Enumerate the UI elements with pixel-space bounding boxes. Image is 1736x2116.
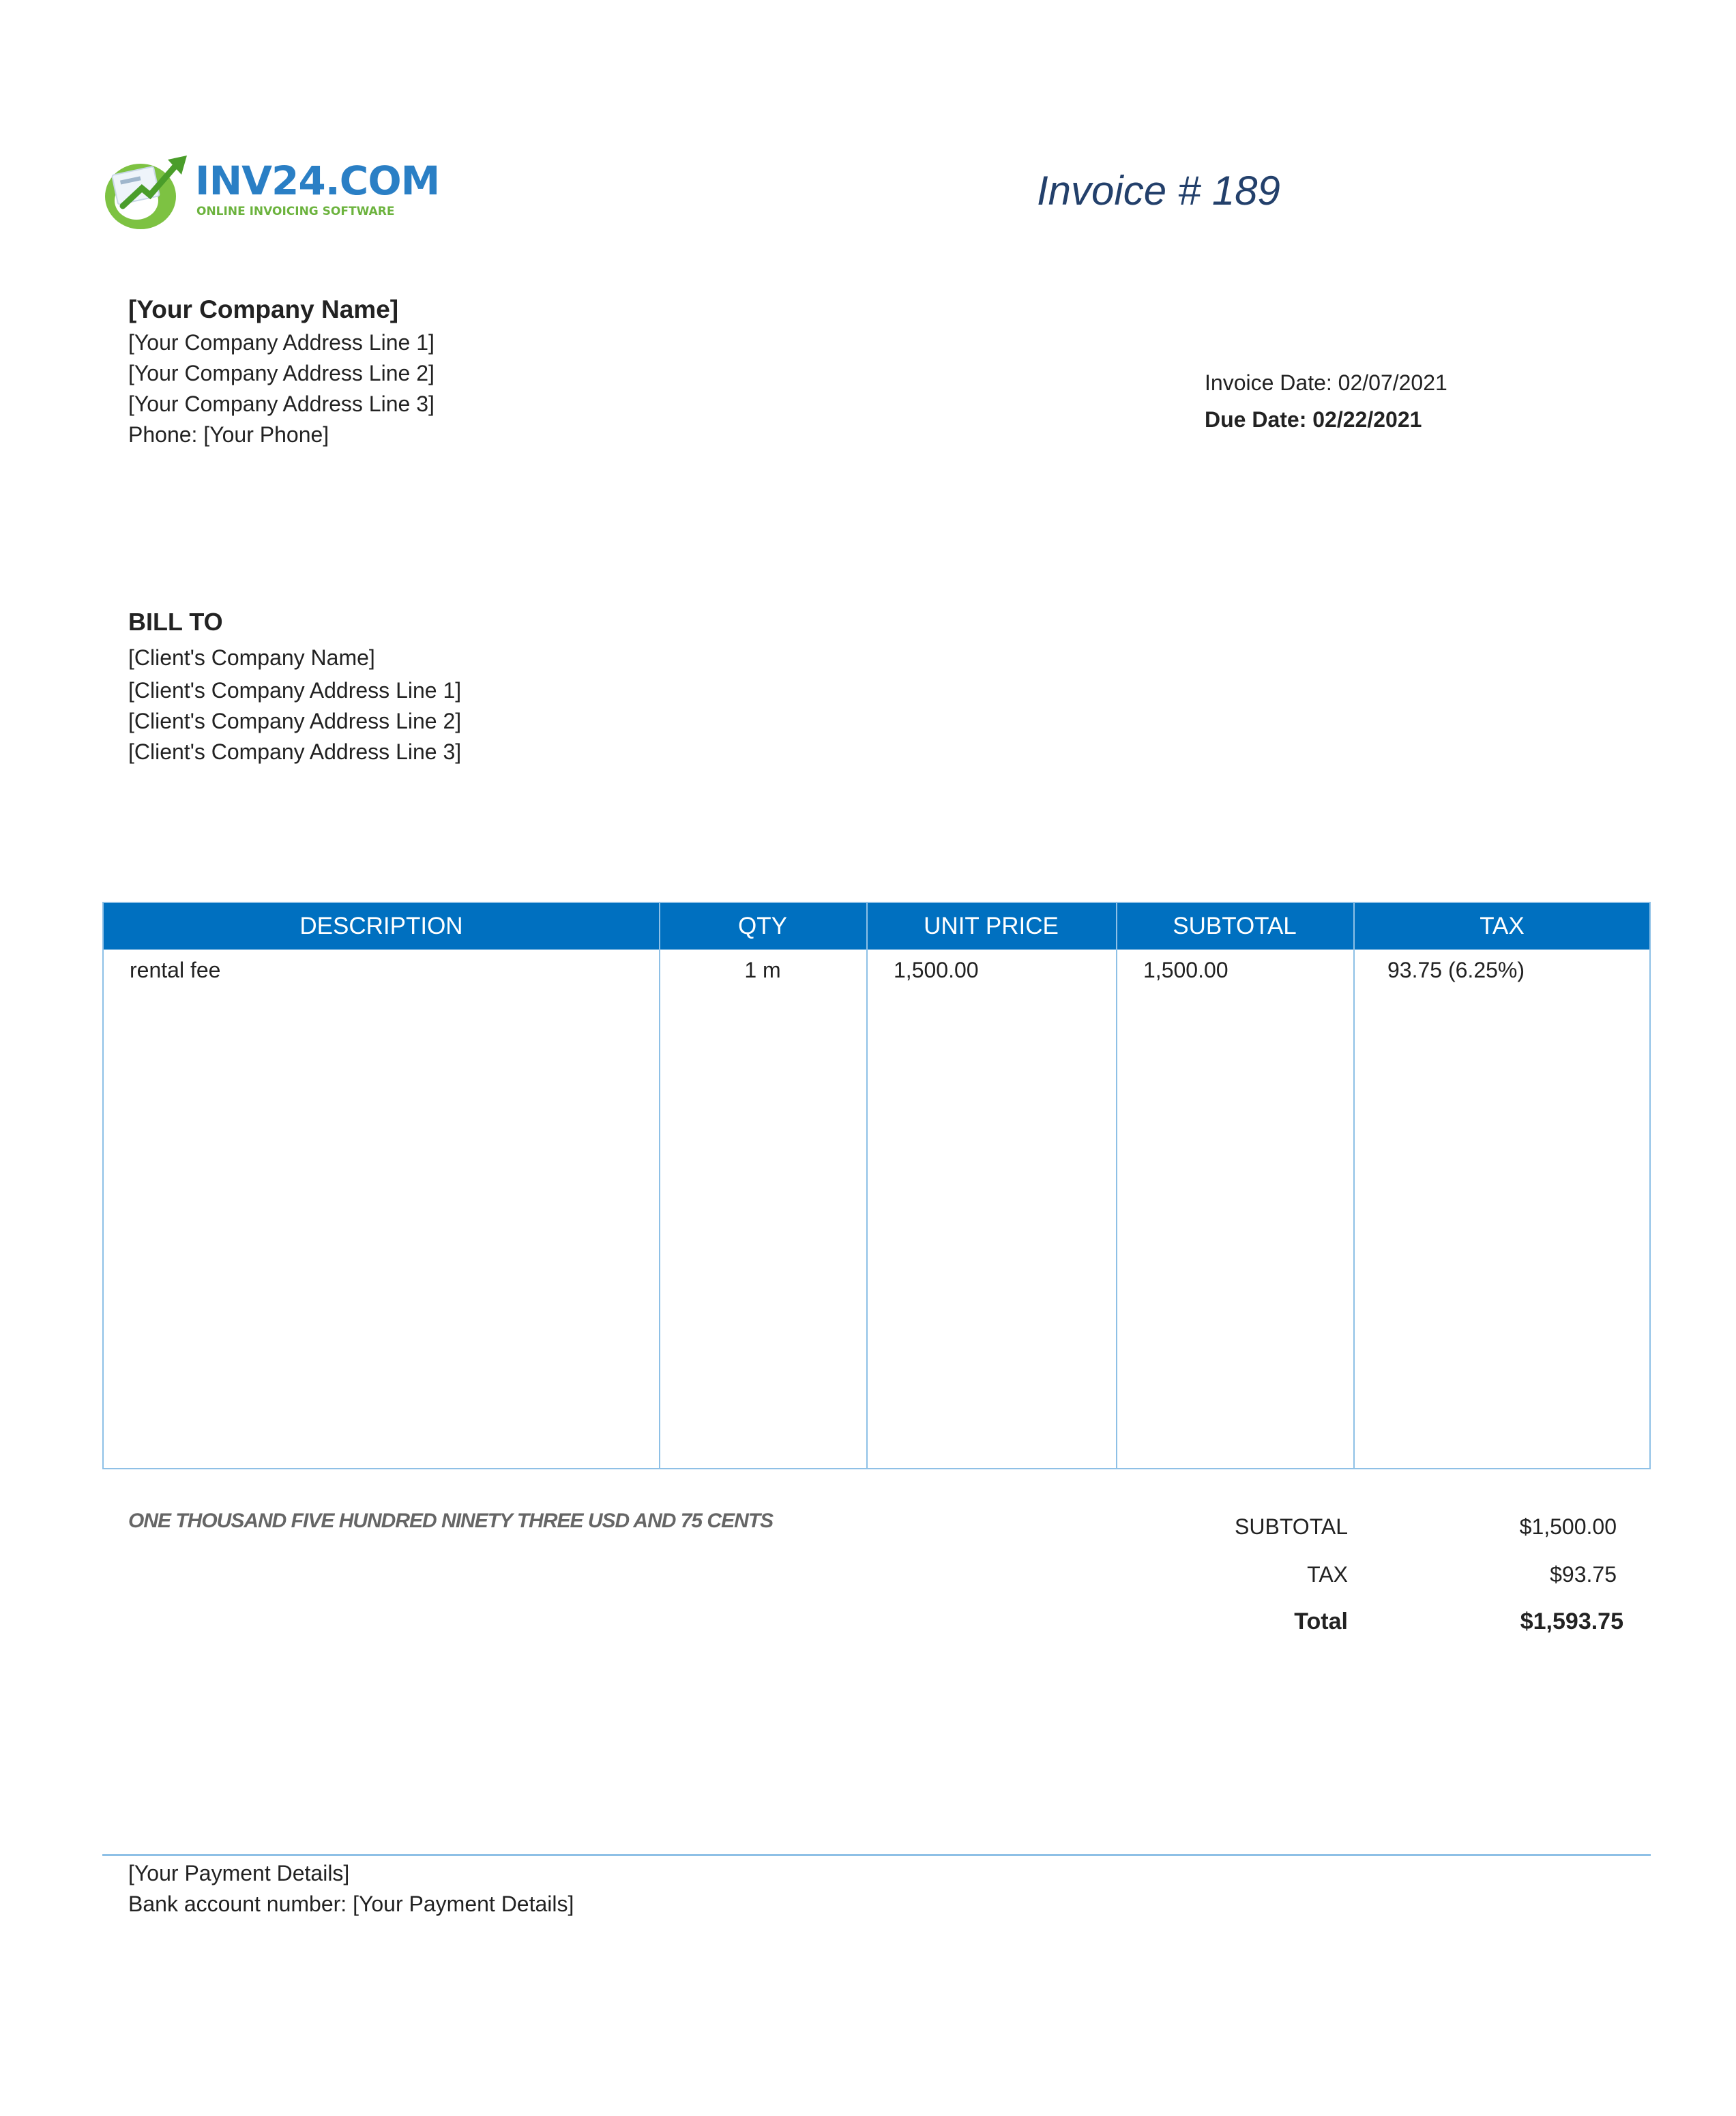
bill-to-block bbox=[128, 604, 461, 767]
payment-details: [Your Payment Details] bbox=[128, 1861, 350, 1885]
total-label: Total bbox=[1294, 1608, 1348, 1634]
logo-tagline: ONLINE INVOICING SOFTWARE bbox=[196, 205, 395, 218]
invoice-title: Invoice # 189 bbox=[1037, 168, 1280, 214]
table-header bbox=[104, 903, 1649, 950]
column-divider bbox=[866, 903, 868, 1468]
logo-icon bbox=[102, 151, 191, 233]
column-divider bbox=[1353, 903, 1355, 1468]
bill-to-heading: BILL TO bbox=[128, 608, 223, 636]
client-address-line-1: [Client's Company Address Line 1] bbox=[128, 678, 462, 703]
header-unit-price: UNIT PRICE bbox=[924, 913, 1059, 939]
due-date: Due Date: 02/22/2021 bbox=[1205, 407, 1422, 432]
footer-divider bbox=[102, 1854, 1651, 1856]
header-qty: QTY bbox=[738, 913, 787, 939]
subtotal-value: $1,500.00 bbox=[1519, 1514, 1617, 1539]
invoice-dates bbox=[1205, 364, 1447, 438]
company-address-line-3: [Your Company Address Line 3] bbox=[128, 392, 435, 416]
company-phone: Phone: [Your Phone] bbox=[128, 422, 329, 447]
company-address-line-2: [Your Company Address Line 2] bbox=[128, 361, 435, 385]
tax-label: TAX bbox=[1307, 1562, 1348, 1587]
company-name: [Your Company Name] bbox=[128, 295, 399, 323]
header-description: DESCRIPTION bbox=[299, 913, 463, 939]
bank-account: Bank account number: [Your Payment Details] bbox=[128, 1892, 574, 1916]
subtotal-label: SUBTOTAL bbox=[1235, 1514, 1348, 1539]
total-value: $1,593.75 bbox=[1520, 1608, 1623, 1634]
amount-in-words: ONE THOUSAND FIVE HUNDRED NINETY THREE USD AND 75 CENTS bbox=[128, 1510, 774, 1532]
client-name: [Client's Company Name] bbox=[128, 645, 375, 670]
column-divider bbox=[659, 903, 660, 1468]
row-description: rental fee bbox=[130, 958, 221, 982]
row-subtotal: 1,500.00 bbox=[1143, 958, 1229, 982]
company-block bbox=[128, 292, 435, 450]
row-qty: 1 m bbox=[744, 958, 781, 982]
client-address-line-3: [Client's Company Address Line 3] bbox=[128, 739, 462, 764]
column-divider bbox=[1116, 903, 1117, 1468]
client-address-line-2: [Client's Company Address Line 2] bbox=[128, 709, 462, 733]
header-tax: TAX bbox=[1480, 913, 1525, 939]
company-logo bbox=[102, 151, 440, 233]
row-tax: 93.75 (6.25%) bbox=[1387, 958, 1525, 982]
header-subtotal: SUBTOTAL bbox=[1173, 913, 1297, 939]
items-table bbox=[102, 902, 1651, 1469]
payment-block bbox=[128, 1858, 574, 1920]
company-address-line-1: [Your Company Address Line 1] bbox=[128, 330, 435, 355]
logo-name: INV24.COM bbox=[195, 158, 440, 204]
row-unit-price: 1,500.00 bbox=[894, 958, 979, 982]
invoice-date: Invoice Date: 02/07/2021 bbox=[1205, 370, 1447, 395]
tax-value: $93.75 bbox=[1550, 1562, 1617, 1587]
